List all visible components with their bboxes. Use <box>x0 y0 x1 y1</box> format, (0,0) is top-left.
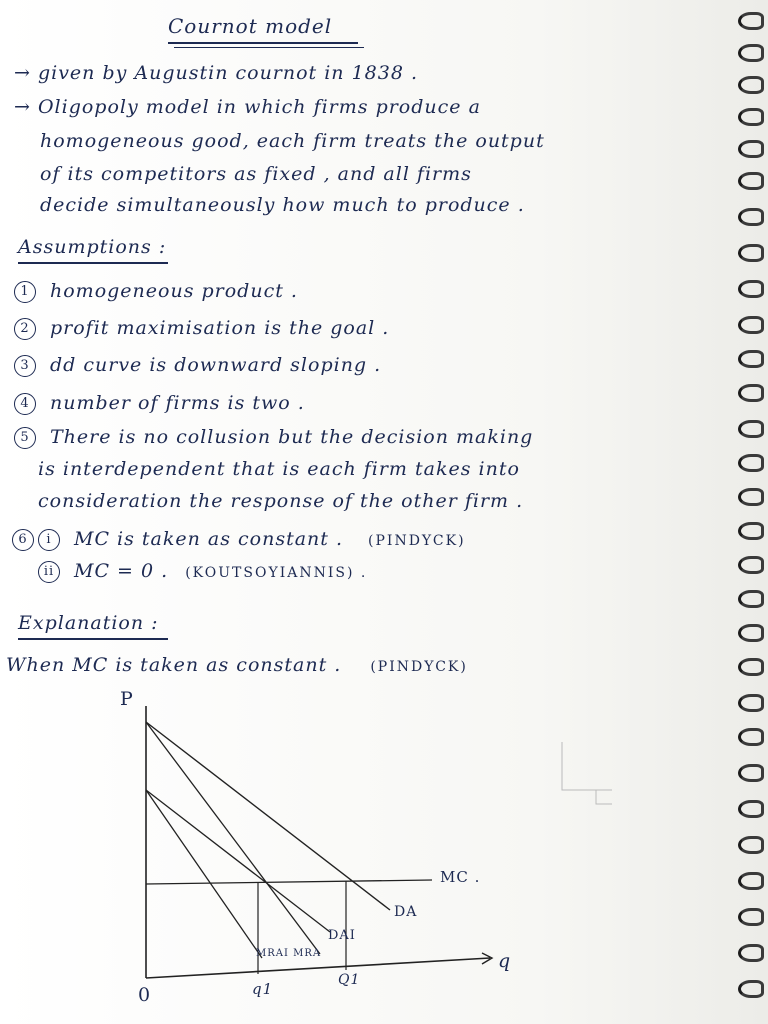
binding-ring <box>738 908 764 926</box>
price-axis-label: P <box>120 688 134 710</box>
assumption-text: number of firms is two . <box>50 392 305 414</box>
binding-ring <box>738 728 764 746</box>
pencil-sketch <box>562 742 612 804</box>
binding-ring <box>738 836 764 854</box>
assumption-5-line-3: consideration the response of the other firm . <box>38 490 524 512</box>
assumption-text: MC is taken as constant . <box>74 528 343 550</box>
q1-label: q1 <box>252 980 274 998</box>
binding-ring <box>738 140 764 158</box>
assumption-number: 3 <box>14 355 36 377</box>
binding-ring <box>738 420 764 438</box>
binding-ring <box>738 172 764 190</box>
binding-ring <box>738 800 764 818</box>
binding-ring <box>738 624 764 642</box>
assumption-text: homogeneous product . <box>50 280 298 302</box>
da-label: DA <box>394 904 418 920</box>
assumption-5-line-2: is interdependent that is each firm takes into <box>38 458 520 480</box>
mr-curve-mra <box>146 722 320 954</box>
source-citation: (PINDYCK) <box>370 659 468 675</box>
spiral-binding <box>728 0 768 1024</box>
binding-ring <box>738 454 764 472</box>
explanation-text: When MC is taken as constant . <box>6 654 342 676</box>
binding-ring <box>738 350 764 368</box>
da1-label: DAI <box>328 928 356 943</box>
binding-ring <box>738 590 764 608</box>
binding-ring <box>738 316 764 334</box>
line-oligopoly-4: decide simultaneously how much to produce . <box>40 194 525 216</box>
binding-ring <box>738 208 764 226</box>
mr-labels: MRAI MRA <box>256 948 322 959</box>
explanation-heading: Explanation : <box>18 612 159 634</box>
binding-ring <box>738 556 764 574</box>
assumption-number: 5 <box>14 427 36 449</box>
binding-ring <box>738 764 764 782</box>
assumption-number: 6 <box>12 529 34 551</box>
assumptions-heading: Assumptions : <box>18 236 167 258</box>
binding-ring <box>738 76 764 94</box>
binding-ring <box>738 488 764 506</box>
assumption-number: 2 <box>14 318 36 340</box>
binding-ring <box>738 384 764 402</box>
assumption-text: There is no collusion but the decision making <box>50 426 534 448</box>
assumption-number: 1 <box>14 281 36 303</box>
assumption-text: dd curve is downward sloping . <box>50 354 382 376</box>
mr-curve-mra1 <box>146 790 262 958</box>
assumption-text: MC = 0 . <box>74 560 169 582</box>
binding-ring <box>738 522 764 540</box>
binding-ring <box>738 694 764 712</box>
line-oligopoly-1: → Oligopoly model in which firms produce a <box>14 96 481 118</box>
assumption-text: profit maximisation is the goal . <box>50 317 390 339</box>
binding-ring <box>738 944 764 962</box>
mc-line <box>146 880 432 884</box>
quantity-axis-label: q <box>498 950 512 972</box>
binding-ring <box>738 12 764 30</box>
page-title: Cournot model <box>168 14 333 38</box>
source-citation: (KOUTSOYIANNIS) . <box>185 565 368 581</box>
binding-ring <box>738 244 764 262</box>
binding-ring <box>738 44 764 62</box>
binding-ring <box>738 280 764 298</box>
sub-number: ii <box>38 561 60 583</box>
binding-ring <box>738 872 764 890</box>
sub-number: i <box>38 529 60 551</box>
line-oligopoly-3: of its competitors as fixed , and all firms <box>40 163 472 185</box>
binding-ring <box>738 658 764 676</box>
origin-label: 0 <box>138 984 152 1006</box>
line-oligopoly-2: homogeneous good, each firm treats the output <box>40 130 545 152</box>
Q1-label: Q1 <box>338 972 361 988</box>
mc-label: MC . <box>440 868 481 886</box>
binding-ring <box>738 108 764 126</box>
binding-ring <box>738 980 764 998</box>
line-given: → given by Augustin cournot in 1838 . <box>14 62 419 84</box>
assumption-number: 4 <box>14 393 36 415</box>
source-citation: (PINDYCK) <box>368 533 466 549</box>
demand-curve-da1 <box>146 790 330 932</box>
